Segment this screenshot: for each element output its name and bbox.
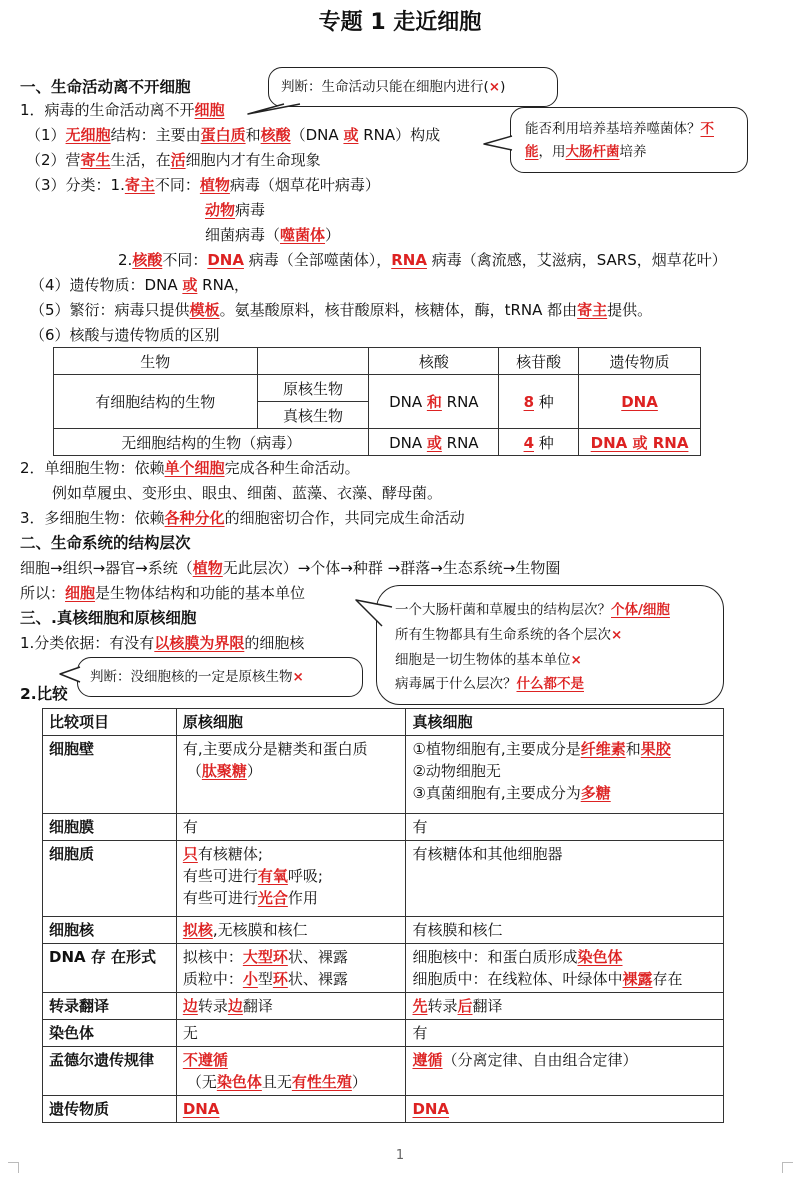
note-bubble-3: 一个大肠杆菌和草履虫的结构层次？个体/细胞 所有生物都具有生命系统的各个层次× 细胞是一切生物体的基本单位× 病毒属于什么层次？什么都不是 (376, 585, 724, 705)
section-3-heading: 三、.真核细胞和原核细胞 (20, 609, 197, 627)
note-bubble-1: 判断：生命活动只能在细胞内进行(×) (268, 67, 558, 107)
corner-mark (782, 1162, 793, 1173)
text-line: （4）遗传物质：DNA 或 RNA， (30, 276, 250, 294)
table-cell: DNA (176, 1096, 406, 1123)
table-header: 生物 (54, 348, 258, 375)
text-line: 1．病毒的生命活动离不开细胞 (20, 101, 225, 119)
text-line: 细胞→组织→器官→系统（植物无此层次）→个体→种群 →群落→生态系统→生物圈 (20, 559, 561, 577)
table-cell: DNA (579, 375, 701, 429)
text-line: 细菌病毒（噬菌体） (205, 226, 341, 244)
table-header: 真核细胞 (406, 709, 724, 736)
table-row-label: 转录翻译 (43, 993, 177, 1020)
table-row-label: 细胞核 (43, 917, 177, 944)
note-bubble-4: 判断：没细胞核的一定是原核生物× (77, 657, 363, 697)
table-cell: 先转录后翻译 (406, 993, 724, 1020)
table-cell: ①植物细胞有,主要成分是纤维素和果胶 ②动物细胞无 ③真菌细胞有,主要成分为多糖 (406, 736, 724, 814)
table-cell: 无细胞结构的生物（病毒） (54, 429, 369, 456)
text-line: 3．多细胞生物：依赖各种分化的细胞密切合作，共同完成生命活动 (20, 509, 465, 527)
table-cell: 有 (176, 814, 406, 841)
table-row-label: 染色体 (43, 1020, 177, 1047)
table-cell: 有细胞结构的生物 (54, 375, 258, 429)
table-header: 遗传物质 (579, 348, 701, 375)
table-cell: 遵循（分离定律、自由组合定律） (406, 1047, 724, 1096)
table-header: 比较项目 (43, 709, 177, 736)
table-cell: DNA (406, 1096, 724, 1123)
table-cell: 只有核糖体; 有些可进行有氧呼吸; 有些可进行光合作用 (176, 841, 406, 917)
text-line: （1）无细胞结构：主要由蛋白质和核酸（DNA 或 RNA）构成 (26, 126, 441, 144)
text-line: 所以：细胞是生物体结构和功能的基本单位 (20, 584, 306, 602)
table-row-label: 细胞膜 (43, 814, 177, 841)
text-line: （5）繁衍：病毒只提供模板。氨基酸原料，核苷酸原料，核糖体，酶，tRNA 都由寄主提供。 (30, 301, 653, 319)
text-line: （6）核酸与遗传物质的区别 (30, 326, 220, 344)
table-header: 核苷酸 (499, 348, 579, 375)
table-row-label: 遗传物质 (43, 1096, 177, 1123)
table-cell: 有核膜和核仁 (406, 917, 724, 944)
text-line: 例如草履虫、变形虫、眼虫、细菌、蓝藻、衣藻、酵母菌。 (52, 484, 443, 502)
table-cell: DNA 或 RNA (579, 429, 701, 456)
table-cell: DNA 和 RNA (369, 375, 499, 429)
section-1-heading: 一、生命活动离不开细胞 (20, 78, 191, 96)
text-line: 1.分类依据：有没有以核膜为界限的细胞核 (20, 634, 305, 652)
table-cell: 边转录边翻译 (176, 993, 406, 1020)
comparison-label: 2.比较 (20, 685, 68, 703)
table-cell: 有 (406, 814, 724, 841)
corner-mark (8, 1162, 19, 1173)
table-cell: 拟核中：大型环状、裸露 质粒中：小型环状、裸露 (176, 944, 406, 993)
table-cell: 8 种 (499, 375, 579, 429)
table-cell: 细胞核中：和蛋白质形成染色体 细胞质中：在线粒体、叶绿体中裸露存在 (406, 944, 724, 993)
note-bubble-2: 能否利用培养基培养噬菌体？不 能，用大肠杆菌培养 (510, 107, 748, 173)
table-header: 原核细胞 (176, 709, 406, 736)
table-row-label: 细胞质 (43, 841, 177, 917)
text-line: （3）分类：1.寄主不同：植物病毒（烟草花叶病毒） (26, 176, 380, 194)
page-number: 1 (395, 1148, 405, 1163)
table-cell: 有核糖体和其他细胞器 (406, 841, 724, 917)
section-2-heading: 二、生命系统的结构层次 (20, 534, 191, 552)
table-header: 核酸 (369, 348, 499, 375)
text-line: 2．单细胞生物：依赖单个细胞完成各种生命活动。 (20, 459, 360, 477)
table-cell: 原核生物 (257, 375, 369, 402)
table-row-label: 孟德尔遗传规律 (43, 1047, 177, 1096)
table-row-label: DNA 存 在形式 (43, 944, 177, 993)
text-line: 2.核酸不同：DNA 病毒（全部噬菌体），RNA 病毒（禽流感，艾滋病，SARS，烟草花叶） (118, 251, 727, 269)
table-cell: 不遵循 （无染色体且无有性生殖） (176, 1047, 406, 1096)
table-cell: DNA 或 RNA (369, 429, 499, 456)
table-cell: 真核生物 (257, 402, 369, 429)
text-line: 动物病毒 (205, 201, 266, 219)
page-title: 专题 1 走近细胞 (318, 10, 482, 35)
table-row-label: 细胞壁 (43, 736, 177, 814)
table-cell: 有 (406, 1020, 724, 1047)
table-cell: 4 种 (499, 429, 579, 456)
cell-comparison-table (42, 708, 724, 1123)
table-cell: 拟核,无核膜和核仁 (176, 917, 406, 944)
table-cell: 有,主要成分是糖类和蛋白质 （肽聚糖） (176, 736, 406, 814)
table-cell: 无 (176, 1020, 406, 1047)
text-line: （2）营寄生生活，在活细胞内才有生命现象 (26, 151, 321, 169)
